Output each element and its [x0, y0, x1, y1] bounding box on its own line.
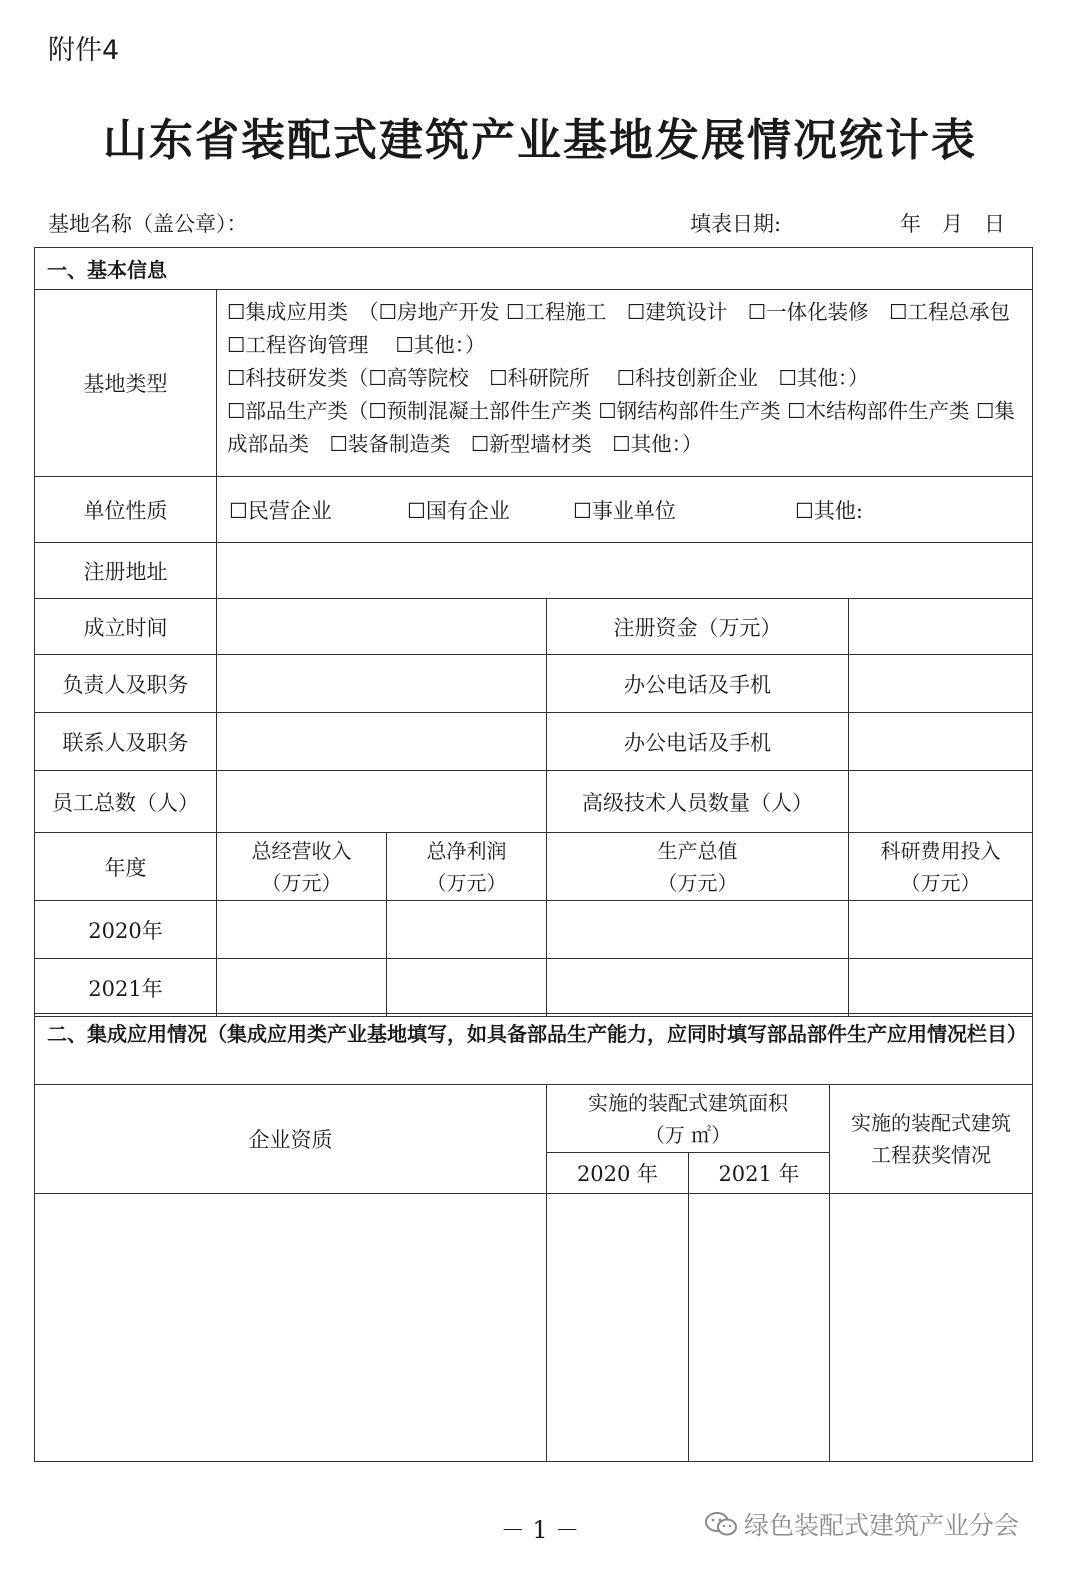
area-2020-value[interactable]: [547, 1194, 689, 1462]
unit-nature-option[interactable]: ☐事业单位: [573, 498, 676, 523]
manager-label: 负责人及职务: [35, 655, 217, 713]
established-value[interactable]: [217, 599, 547, 655]
table-cell[interactable]: [547, 959, 849, 1017]
unit-nature-options[interactable]: [217, 477, 1033, 543]
table-cell[interactable]: [217, 901, 387, 959]
staff-total-label: 员工总数（人）: [35, 771, 217, 833]
base-type-line: ☐部品生产类（☐预制混凝土部件生产类 ☐钢结构部件生产类 ☐木结构部件生产类 ☐集成部品类 ☐装备制造类 ☐新型墙材类 ☐其他：）: [227, 399, 1015, 456]
qualification-label: 企业资质: [35, 1085, 547, 1194]
award-value[interactable]: [830, 1194, 1033, 1462]
contact-label: 联系人及职务: [35, 713, 217, 771]
date-units: 年 月 日: [900, 212, 1005, 236]
attachment-label: 附件4: [48, 35, 120, 66]
watermark: [704, 1506, 1019, 1542]
unit-nature-label: 单位性质: [35, 477, 217, 543]
page-number: － 1 －: [500, 1516, 580, 1544]
senior-tech-value[interactable]: [849, 771, 1033, 833]
base-type-line: ☐科技研发类（☐高等院校 ☐科研院所 ☐科技创新企业 ☐其他：）: [227, 366, 869, 390]
unit-nature-option[interactable]: ☐民营企业: [229, 498, 332, 523]
integration-table: [34, 1013, 1033, 1462]
table-cell[interactable]: [849, 959, 1033, 1017]
section1-title: 一、基本信息: [35, 248, 1033, 290]
finance-header-profit: 总净利润 （万元）: [387, 833, 547, 901]
base-type-line: ☐集成应用类 （☐房地产开发 ☐工程施工 ☐建筑设计 ☐一体化装修 ☐工程总承包 ☐工程咨询管理 ☐其他：）: [227, 300, 1031, 357]
finance-header-revenue: 总经营收入 （万元）: [217, 833, 387, 901]
table-cell[interactable]: [387, 959, 547, 1017]
area-label: 实施的装配式建筑面积 （万 ㎡）: [547, 1085, 830, 1153]
section2-title: 二、集成应用情况（集成应用类产业基地填写，如具备部品生产能力，应同时填写部品部件生产应用情况栏目）: [35, 1014, 1033, 1085]
document-title: 山东省装配式建筑产业基地发展情况统计表: [103, 115, 977, 166]
table-cell[interactable]: [217, 959, 387, 1017]
contact-value[interactable]: [217, 713, 547, 771]
table-cell[interactable]: [849, 901, 1033, 959]
base-type-options[interactable]: [217, 290, 1033, 477]
senior-tech-label: 高级技术人员数量（人）: [547, 771, 849, 833]
year-2021-label: 2021年: [35, 959, 217, 1017]
base-name-label: 基地名称（盖公章）：: [48, 212, 248, 236]
office-phone-value-2[interactable]: [849, 713, 1033, 771]
award-label: 实施的装配式建筑 工程获奖情况: [830, 1085, 1033, 1194]
base-type-label: 基地类型: [35, 290, 217, 477]
established-label: 成立时间: [35, 599, 217, 655]
wechat-icon: [704, 1511, 738, 1537]
basic-info-table: [34, 247, 1033, 1017]
office-phone-label-2: 办公电话及手机: [547, 713, 849, 771]
reg-capital-value[interactable]: [849, 599, 1033, 655]
unit-nature-option[interactable]: ☐其他:: [795, 498, 863, 523]
office-phone-value[interactable]: [849, 655, 1033, 713]
watermark-text: 绿色装配式建筑产业分会: [744, 1511, 1020, 1540]
reg-address-label: 注册地址: [35, 543, 217, 599]
reg-capital-label: 注册资金（万元）: [547, 599, 849, 655]
finance-header-rd: 科研费用投入 （万元）: [849, 833, 1033, 901]
qualification-value[interactable]: [35, 1194, 547, 1462]
office-phone-label: 办公电话及手机: [547, 655, 849, 713]
manager-value[interactable]: [217, 655, 547, 713]
year-2020-label: 2020年: [35, 901, 217, 959]
unit-nature-option[interactable]: ☐国有企业: [407, 498, 510, 523]
fill-date-label: 填表日期:: [690, 212, 782, 236]
area-year-2021: 2021 年: [689, 1153, 830, 1194]
reg-address-value[interactable]: [217, 543, 1033, 599]
area-year-2020: 2020 年: [547, 1153, 689, 1194]
table-cell[interactable]: [387, 901, 547, 959]
finance-header-output: 生产总值 （万元）: [547, 833, 849, 901]
year-label: 年度: [35, 833, 217, 901]
area-2021-value[interactable]: [689, 1194, 830, 1462]
staff-total-value[interactable]: [217, 771, 547, 833]
table-cell[interactable]: [547, 901, 849, 959]
